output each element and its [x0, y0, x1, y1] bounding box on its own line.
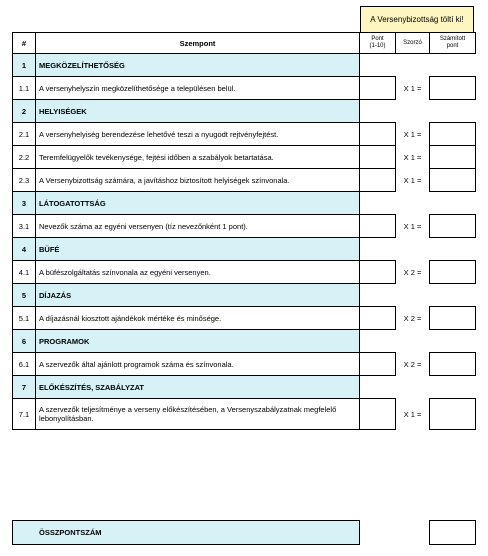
- calculated-points-input[interactable]: [430, 307, 476, 330]
- section-number: 2: [13, 100, 36, 123]
- calculated-points-input[interactable]: [430, 77, 476, 100]
- total-row: [12, 520, 476, 545]
- criteria-row: [13, 77, 476, 100]
- multiplier-label: X 1 =: [403, 221, 422, 231]
- criteria-text: Teremfelügyelők tevékenysége, fejtési időben a szabályok betartatása.: [36, 146, 360, 169]
- criteria-row: [13, 169, 476, 192]
- criteria-text: A díjazásnál kiosztott ajándékok mértéke és minősége.: [36, 307, 360, 330]
- points-input[interactable]: [360, 215, 396, 238]
- multiplier-label: X 1 =: [403, 129, 422, 139]
- section-title: BÜFÉ: [36, 238, 360, 261]
- points-input[interactable]: [360, 307, 396, 330]
- criteria-row: [13, 146, 476, 169]
- criteria-text: A szervezők által ajánlott programok száma és színvonala.: [36, 353, 360, 376]
- criteria-row: [13, 353, 476, 376]
- section-number: 7: [13, 376, 36, 399]
- column-header-calculated: Számított pont: [430, 33, 476, 54]
- points-input[interactable]: [360, 146, 396, 169]
- calculated-points-input[interactable]: [430, 123, 476, 146]
- multiplier-label: X 1 =: [403, 152, 422, 162]
- section-title: PROGRAMOK: [36, 330, 360, 353]
- calculated-points-input[interactable]: [430, 353, 476, 376]
- points-input[interactable]: [360, 261, 396, 284]
- points-input[interactable]: [360, 77, 396, 100]
- calculated-points-input[interactable]: [430, 215, 476, 238]
- column-header-criteria: Szempont: [36, 33, 360, 54]
- multiplier-label: X 2 =: [403, 313, 422, 323]
- criteria-number: 5.1: [13, 307, 36, 330]
- section-row: [13, 284, 476, 307]
- criteria-text: A versenyhelyiség berendezése lehetővé teszi a nyugodt rejtvényfejtést.: [36, 123, 360, 146]
- section-row: [13, 192, 476, 215]
- calculated-points-input[interactable]: [430, 169, 476, 192]
- criteria-number: 2.3: [13, 169, 36, 192]
- criteria-number: 1.1: [13, 77, 36, 100]
- section-title: ELŐKÉSZÍTÉS, SZABÁLYZAT: [36, 376, 360, 399]
- calculated-points-input[interactable]: [430, 261, 476, 284]
- section-number: 1: [13, 54, 36, 77]
- criteria-number: 3.1: [13, 215, 36, 238]
- column-header-multiplier: Szorzó: [396, 33, 430, 54]
- criteria-number: 4.1: [13, 261, 36, 284]
- section-title: HELYISÉGEK: [36, 100, 360, 123]
- multiplier-label: X 2 =: [403, 359, 422, 369]
- section-title: MEGKÖZELÍTHETŐSÉG: [36, 54, 360, 77]
- criteria-row: [13, 123, 476, 146]
- multiplier-label: X 1 =: [403, 83, 422, 93]
- section-number: 6: [13, 330, 36, 353]
- points-input[interactable]: [360, 123, 396, 146]
- criteria-number: 2.1: [13, 123, 36, 146]
- criteria-text: A büfészolgáltatás színvonala az egyéni versenyen.: [36, 261, 360, 284]
- section-title: LÁTOGATOTTSÁG: [36, 192, 360, 215]
- committee-header-text: A Versenybizottság töltí ki!: [370, 15, 464, 24]
- criteria-number: 2.2: [13, 146, 36, 169]
- multiplier-label: X 1 =: [403, 175, 422, 185]
- column-header-num: #: [13, 33, 36, 54]
- section-row: [13, 330, 476, 353]
- criteria-number: 7.1: [13, 399, 36, 430]
- criteria-row: [13, 261, 476, 284]
- section-row: [13, 376, 476, 399]
- criteria-number: 6.1: [13, 353, 36, 376]
- total-label: ÖSSZPONTSZÁM: [13, 521, 360, 545]
- column-header-points: Pont (1-10): [360, 33, 396, 54]
- committee-header: [360, 6, 474, 33]
- points-input[interactable]: [360, 169, 396, 192]
- criteria-text: A szervezők teljesítménye a verseny előkészítésében, a Versenyszabályzatnak megfelelő lebonyolításban.: [36, 399, 360, 430]
- points-input[interactable]: [360, 353, 396, 376]
- criteria-text: Nevezők száma az egyéni versenyen (tíz nevezőnként 1 pont).: [36, 215, 360, 238]
- calculated-points-input[interactable]: [430, 146, 476, 169]
- section-row: [13, 100, 476, 123]
- section-number: 4: [13, 238, 36, 261]
- points-input[interactable]: [360, 399, 396, 430]
- criteria-row: [13, 215, 476, 238]
- evaluation-table: [12, 32, 476, 430]
- section-number: 5: [13, 284, 36, 307]
- multiplier-label: X 1 =: [403, 409, 422, 419]
- criteria-text: A Versenybizottság számára, a javításhoz biztosított helyiségek színvonala.: [36, 169, 360, 192]
- criteria-row: [13, 399, 476, 430]
- total-points-input[interactable]: [430, 521, 476, 545]
- calculated-points-input[interactable]: [430, 399, 476, 430]
- criteria-row: [13, 307, 476, 330]
- section-number: 3: [13, 192, 36, 215]
- section-row: [13, 54, 476, 77]
- criteria-text: A versenyhelyszín megközelíthetősége a településen belül.: [36, 77, 360, 100]
- multiplier-label: X 2 =: [403, 267, 422, 277]
- section-title: DÍJAZÁS: [36, 284, 360, 307]
- section-row: [13, 238, 476, 261]
